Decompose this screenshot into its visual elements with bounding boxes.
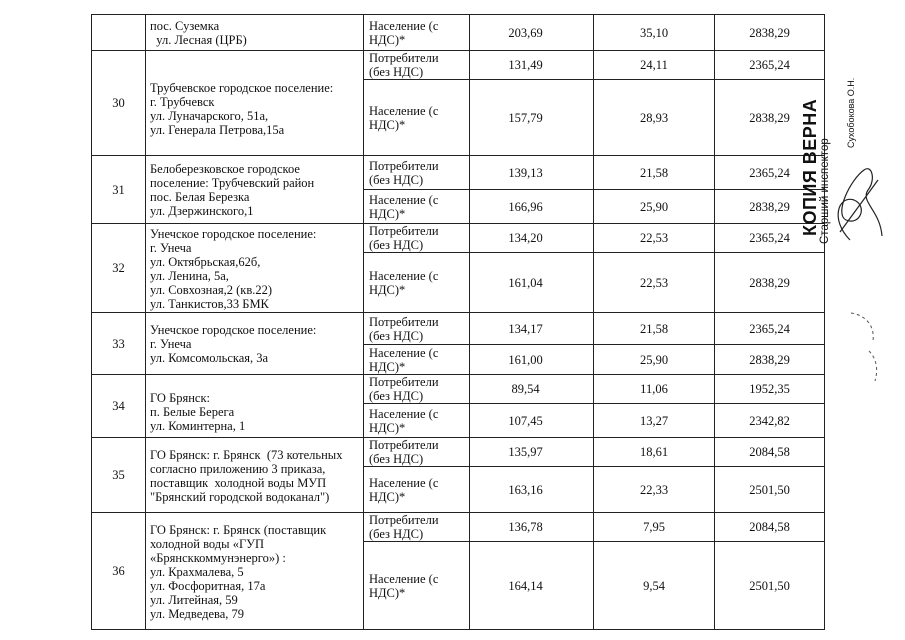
settlement-line: ул. Дзержинского,1 xyxy=(150,204,254,218)
settlement-line: согласно приложению 3 приказа, xyxy=(150,461,326,476)
consumer-category-line: Потребители xyxy=(369,438,439,452)
tariff-value-2: 22,53 xyxy=(594,253,715,313)
consumer-category-line: НДС)* xyxy=(369,117,406,132)
tariff-value-1: 135,97 xyxy=(470,438,594,467)
stamp-name: Сухобокова О.Н. xyxy=(846,77,856,148)
consumer-category-cell xyxy=(364,253,470,313)
settlement-line: поставщик холодной воды МУП xyxy=(150,475,327,490)
row-number xyxy=(92,15,146,51)
consumer-category-line: Население (с xyxy=(369,268,439,283)
settlement-line: холодной воды «ГУП xyxy=(150,536,265,551)
settlement-line: Белоберезковское городское xyxy=(150,162,300,176)
tariff-value-1: 161,00 xyxy=(470,345,594,375)
tariff-value-3: 2838,29 xyxy=(715,15,825,51)
tariff-value-2: 9,54 xyxy=(594,542,715,630)
settlement-line: Трубчевское городское поселение: xyxy=(150,81,334,95)
row-number: 30 xyxy=(92,51,146,156)
tariff-value-3: 2365,24 xyxy=(715,313,825,345)
settlement-line: ул. Генерала Петрова,15а xyxy=(150,123,285,137)
settlement-cell xyxy=(146,156,364,224)
row-number: 35 xyxy=(92,438,146,513)
table-row xyxy=(92,224,825,253)
consumer-category-line: Население (с xyxy=(369,192,439,207)
consumer-category-cell xyxy=(364,51,470,80)
consumer-category-cell xyxy=(364,375,470,404)
consumer-category-line: (без НДС) xyxy=(369,389,424,403)
settlement-cell xyxy=(146,51,364,156)
consumer-category-cell xyxy=(364,156,470,190)
tariff-value-1: 131,49 xyxy=(470,51,594,80)
consumer-category-cell xyxy=(364,80,470,156)
settlement-line: ул. Лесная (ЦРБ) xyxy=(150,33,247,47)
tariff-value-2: 11,06 xyxy=(594,375,715,404)
tariff-value-1: 107,45 xyxy=(470,404,594,438)
tariff-value-2: 7,95 xyxy=(594,513,715,542)
table-row xyxy=(92,513,825,542)
consumer-category-line: НДС)* xyxy=(369,359,406,374)
settlement-line: ул. Танкистов,33 БМК xyxy=(150,296,269,311)
consumer-category-cell xyxy=(364,513,470,542)
consumer-category-line: Население (с xyxy=(369,406,439,421)
settlement-line: ул. Луначарского, 51а, xyxy=(150,109,269,123)
consumer-category-cell xyxy=(364,313,470,345)
consumer-category-line: НДС)* xyxy=(369,489,406,504)
table-row xyxy=(92,156,825,190)
tariff-value-1: 136,78 xyxy=(470,513,594,542)
consumer-category-line: Население (с xyxy=(369,571,439,586)
tariff-value-1: 163,16 xyxy=(470,467,594,513)
tariff-value-2: 22,53 xyxy=(594,224,715,253)
table-row xyxy=(92,375,825,404)
consumer-category-line: Потребители xyxy=(369,375,439,389)
row-number: 34 xyxy=(92,375,146,438)
consumer-category-line: Потребители xyxy=(369,158,439,173)
tariff-value-2: 25,90 xyxy=(594,190,715,224)
consumer-category-line: Потребители xyxy=(369,51,439,65)
consumer-category-line: Население (с xyxy=(369,103,439,118)
consumer-category-line: НДС)* xyxy=(369,282,406,297)
tariff-value-3: 2084,58 xyxy=(715,438,825,467)
tariff-value-1: 139,13 xyxy=(470,156,594,190)
tariff-value-3: 2501,50 xyxy=(715,467,825,513)
settlement-cell xyxy=(146,15,364,51)
row-number: 36 xyxy=(92,513,146,630)
page-mark xyxy=(845,305,885,385)
consumer-category-line: НДС)* xyxy=(369,585,406,600)
settlement-cell xyxy=(146,224,364,313)
consumer-category-line: НДС)* xyxy=(369,206,406,221)
settlement-line: ул. Медведева, 79 xyxy=(150,606,245,621)
settlement-line: г. Унеча xyxy=(150,240,192,255)
tariff-value-3: 2838,29 xyxy=(715,253,825,313)
settlement-line: "Брянский городской водоканал") xyxy=(150,489,330,504)
tariff-value-2: 25,90 xyxy=(594,345,715,375)
settlement-line: пос. Белая Березка xyxy=(150,190,250,204)
consumer-category-line: (без НДС) xyxy=(369,452,424,466)
tariff-value-3: 2501,50 xyxy=(715,542,825,630)
signature xyxy=(820,140,890,250)
settlement-line: ул. Литейная, 59 xyxy=(150,592,238,607)
tariff-value-2: 18,61 xyxy=(594,438,715,467)
table-row xyxy=(92,51,825,80)
tariff-table xyxy=(91,14,825,630)
row-number: 31 xyxy=(92,156,146,224)
settlement-line: г. Унеча xyxy=(150,337,192,351)
settlement-line: пос. Суземка xyxy=(150,19,220,33)
tariff-value-2: 22,33 xyxy=(594,467,715,513)
settlement-cell xyxy=(146,513,364,630)
consumer-category-line: Население (с xyxy=(369,475,439,490)
settlement-line: ул. Комсомольская, 3а xyxy=(150,351,269,365)
consumer-category-line: (без НДС) xyxy=(369,238,424,252)
stamp-title: КОПИЯ ВЕРНА xyxy=(800,98,820,236)
consumer-category-cell xyxy=(364,404,470,438)
settlement-cell xyxy=(146,313,364,375)
consumer-category-line: Потребители xyxy=(369,224,439,238)
settlement-line: ГО Брянск: г. Брянск (73 котельных xyxy=(150,447,343,462)
tariff-value-2: 28,93 xyxy=(594,80,715,156)
tariff-value-3: 2365,24 xyxy=(715,51,825,80)
tariff-value-2: 35,10 xyxy=(594,15,715,51)
tariff-value-3: 2342,82 xyxy=(715,404,825,438)
consumer-category-cell xyxy=(364,467,470,513)
row-number: 33 xyxy=(92,313,146,375)
settlement-line: «Брянсккоммунэнерго») : xyxy=(150,550,286,565)
consumer-category-line: НДС)* xyxy=(369,32,406,47)
settlement-line: ГО Брянск: г. Брянск (поставщик xyxy=(150,522,327,537)
tariff-value-1: 164,14 xyxy=(470,542,594,630)
tariff-value-2: 24,11 xyxy=(594,51,715,80)
table-row xyxy=(92,15,825,51)
consumer-category-line: НДС)* xyxy=(369,420,406,435)
tariff-value-1: 134,17 xyxy=(470,313,594,345)
consumer-category-line: Население (с xyxy=(369,345,439,360)
settlement-line: поселение: Трубчевский район xyxy=(150,176,315,190)
settlement-line: ул. Крахмалева, 5 xyxy=(150,564,244,579)
consumer-category-line: Население (с xyxy=(369,18,439,33)
settlement-line: ул. Ленина, 5а, xyxy=(150,268,229,283)
tariff-value-3: 2084,58 xyxy=(715,513,825,542)
consumer-category-line: Потребители xyxy=(369,513,439,527)
settlement-line: п. Белые Берега xyxy=(150,405,235,419)
tariff-value-3: 2838,29 xyxy=(715,80,825,156)
settlement-cell xyxy=(146,438,364,513)
stamp-position: Старший инспектор xyxy=(819,138,831,244)
consumer-category-cell xyxy=(364,224,470,253)
settlement-line: ГО Брянск: xyxy=(150,391,211,405)
tariff-value-3: 2365,24 xyxy=(715,224,825,253)
table-row xyxy=(92,313,825,345)
tariff-value-1: 134,20 xyxy=(470,224,594,253)
tariff-value-3: 2365,24 xyxy=(715,156,825,190)
settlement-line: г. Трубчевск xyxy=(150,95,215,109)
tariff-value-1: 203,69 xyxy=(470,15,594,51)
settlement-line: ул. Коминтерна, 1 xyxy=(150,419,246,433)
settlement-line: Унечское городское поселение: xyxy=(150,226,317,241)
tariff-value-2: 21,58 xyxy=(594,156,715,190)
tariff-value-1: 166,96 xyxy=(470,190,594,224)
tariff-value-1: 89,54 xyxy=(470,375,594,404)
consumer-category-line: Потребители xyxy=(369,314,439,329)
tariff-table-body xyxy=(92,15,825,630)
consumer-category-cell xyxy=(364,345,470,375)
settlement-line: ул. Совхозная,2 (кв.22) xyxy=(150,282,273,297)
settlement-line: ул. Октябрьская,62б, xyxy=(150,254,261,269)
tariff-value-2: 13,27 xyxy=(594,404,715,438)
consumer-category-line: (без НДС) xyxy=(369,172,424,187)
table-row xyxy=(92,438,825,467)
tariff-value-2: 21,58 xyxy=(594,313,715,345)
consumer-category-cell xyxy=(364,15,470,51)
settlement-cell xyxy=(146,375,364,438)
consumer-category-line: (без НДС) xyxy=(369,328,424,343)
consumer-category-cell xyxy=(364,190,470,224)
consumer-category-line: (без НДС) xyxy=(369,65,424,79)
row-number: 32 xyxy=(92,224,146,313)
tariff-value-3: 2838,29 xyxy=(715,190,825,224)
consumer-category-cell xyxy=(364,438,470,467)
consumer-category-cell xyxy=(364,542,470,630)
tariff-value-3: 2838,29 xyxy=(715,345,825,375)
tariff-value-1: 157,79 xyxy=(470,80,594,156)
tariff-value-1: 161,04 xyxy=(470,253,594,313)
settlement-line: ул. Фосфоритная, 17а xyxy=(150,578,266,593)
tariff-value-3: 1952,35 xyxy=(715,375,825,404)
consumer-category-line: (без НДС) xyxy=(369,527,424,541)
settlement-line: Унечское городское поселение: xyxy=(150,323,317,337)
